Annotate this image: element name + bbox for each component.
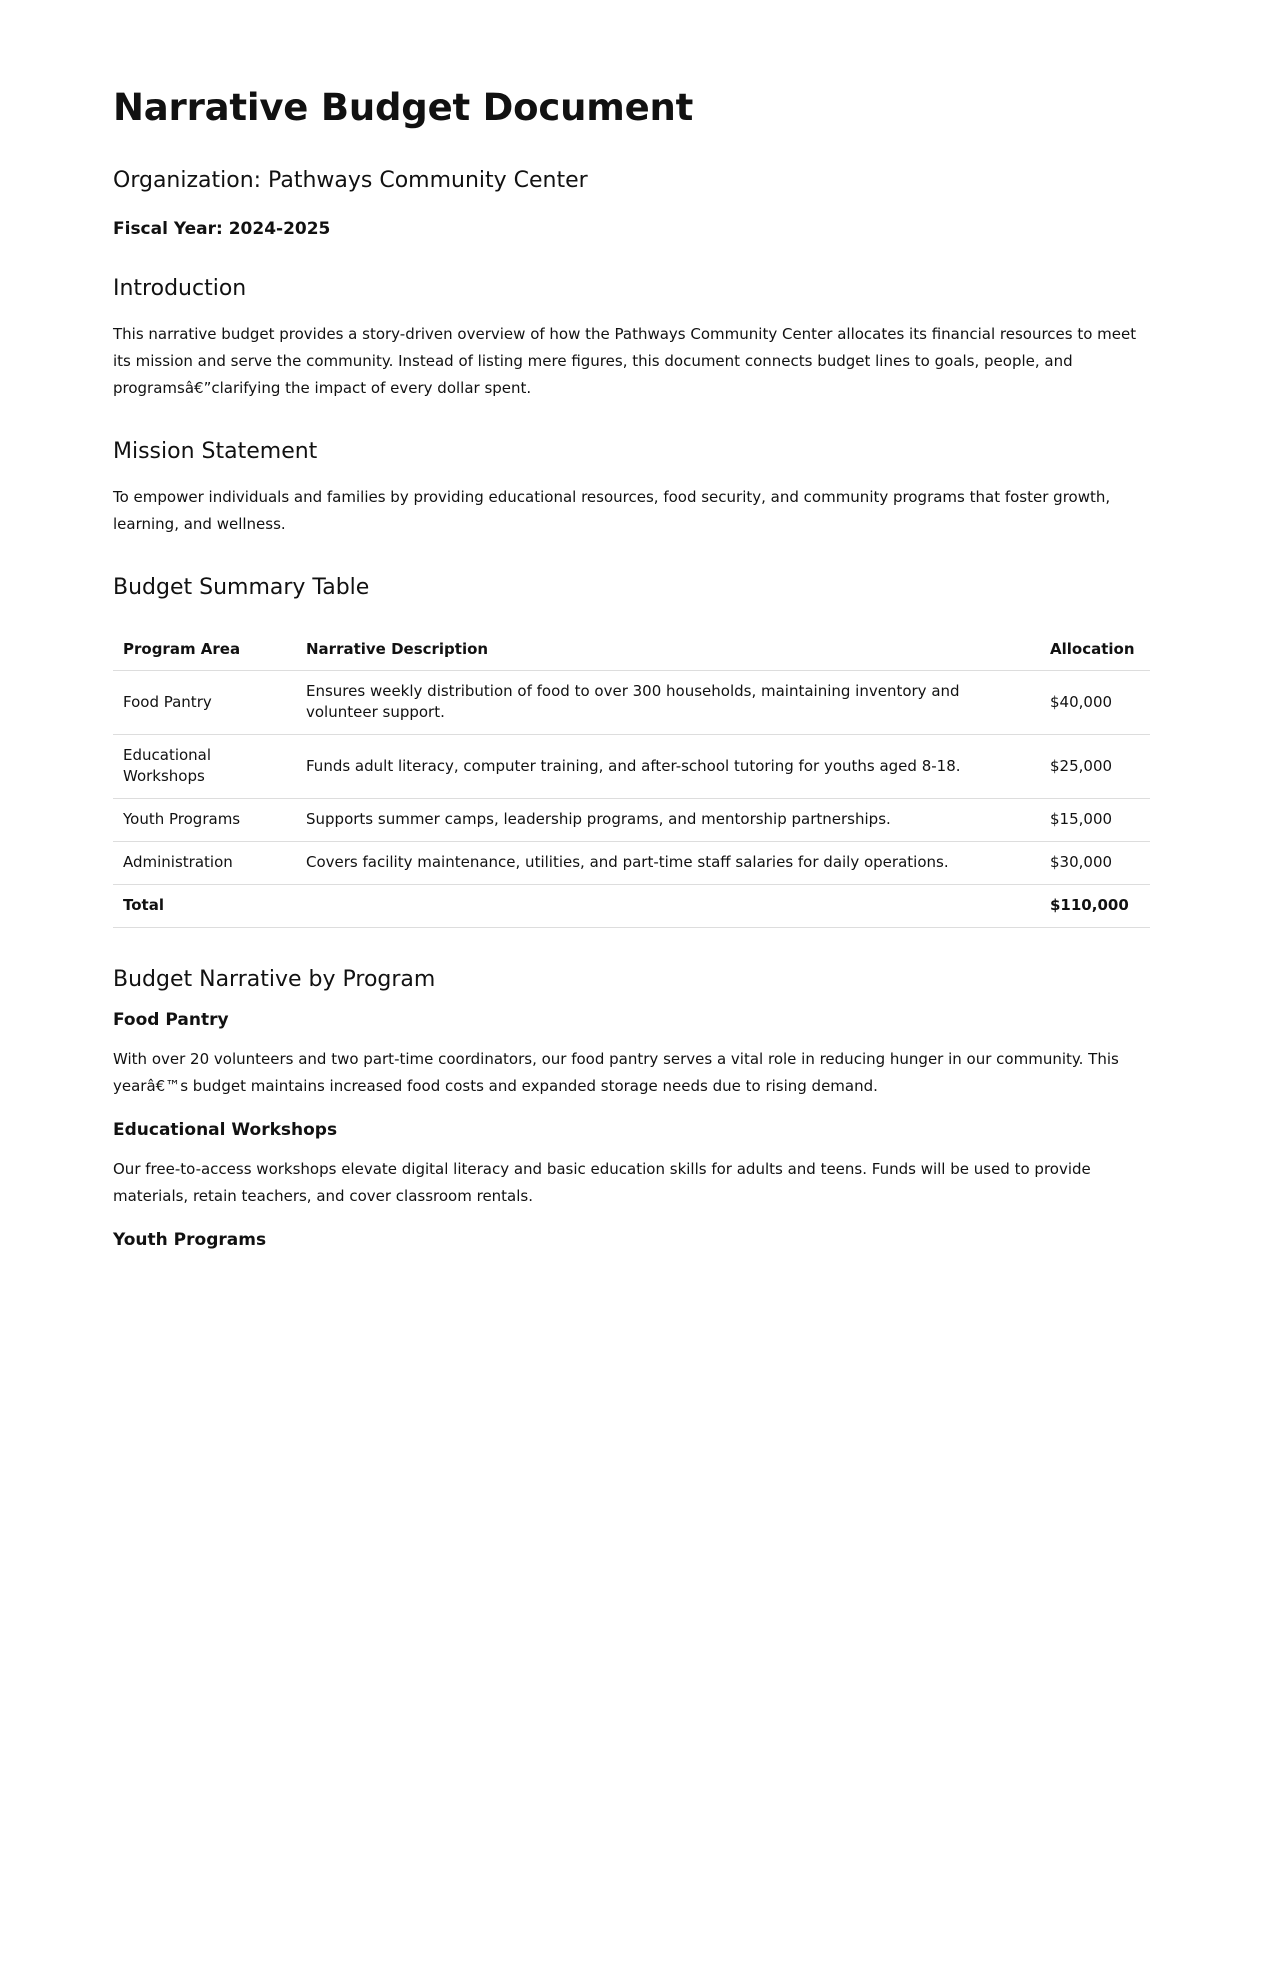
table-row <box>113 799 1150 842</box>
program-heading-youth-programs: Youth Programs <box>113 1230 267 1250</box>
table-header-row <box>113 629 1150 671</box>
program-text-educational-workshops: Our free-to-access workshops elevate digital literacy and basic education skills for adults and teens. Funds will be used to provide materials, retain teachers, and cover classroom rentals. <box>113 1160 1091 1205</box>
mission-heading: Mission Statement <box>113 439 318 464</box>
introduction-text: This narrative budget provides a story-driven overview of how the Pathways Community Center allocates its financial resources to meet its mission and serve the community. Instead of listing mere figures, this document connects budget lines to goals, people, and programsâ€”clarifying the impact of every dollar spent. <box>113 325 1137 397</box>
total-empty-cell <box>296 885 1040 928</box>
allocation-cell: $15,000 <box>1040 799 1150 842</box>
program-text-food-pantry: With over 20 volunteers and two part-time coordinators, our food pantry serves a vital role in reducing hunger in our community. This yearâ€™s budget maintains increased food costs and expanded storage needs due to rising demand. <box>113 1050 1119 1095</box>
description-cell: Covers facility maintenance, utilities, and part-time staff salaries for daily operations. <box>296 842 1040 885</box>
column-header-allocation: Allocation <box>1040 629 1150 671</box>
fiscal-year: Fiscal Year: 2024-2025 <box>113 219 331 239</box>
introduction-heading: Introduction <box>113 276 247 301</box>
table-row <box>113 842 1150 885</box>
description-cell: Funds adult literacy, computer training, and after-school tutoring for youths aged 8-18. <box>296 735 1040 799</box>
budget-summary-table <box>113 629 1150 928</box>
description-cell: Ensures weekly distribution of food to over 300 households, maintaining inventory and volunteer support. <box>296 671 1040 735</box>
description-cell: Supports summer camps, leadership programs, and mentorship partnerships. <box>296 799 1040 842</box>
program-heading-educational-workshops: Educational Workshops <box>113 1120 338 1140</box>
total-row <box>113 885 1150 928</box>
allocation-cell: $40,000 <box>1040 671 1150 735</box>
total-value-cell: $110,000 <box>1040 885 1150 928</box>
program-heading-food-pantry: Food Pantry <box>113 1010 229 1030</box>
mission-text: To empower individuals and families by providing educational resources, food security, and community programs that foster growth, learning, and wellness. <box>113 488 1111 533</box>
organization-heading: Organization: Pathways Community Center <box>113 168 588 193</box>
program-area-cell: Educational Workshops <box>113 735 296 799</box>
allocation-cell: $30,000 <box>1040 842 1150 885</box>
page-title: Narrative Budget Document <box>113 86 694 129</box>
column-header-program-area: Program Area <box>113 629 296 671</box>
program-area-cell: Youth Programs <box>113 799 296 842</box>
program-area-cell: Administration <box>113 842 296 885</box>
table-row <box>113 735 1150 799</box>
budget-summary-heading: Budget Summary Table <box>113 575 370 600</box>
allocation-cell: $25,000 <box>1040 735 1150 799</box>
table-row <box>113 671 1150 735</box>
total-label-cell: Total <box>113 885 296 928</box>
program-area-cell: Food Pantry <box>113 671 296 735</box>
budget-narrative-heading: Budget Narrative by Program <box>113 967 436 992</box>
column-header-narrative-description: Narrative Description <box>296 629 1040 671</box>
blank-lower-area <box>0 1253 1263 1987</box>
